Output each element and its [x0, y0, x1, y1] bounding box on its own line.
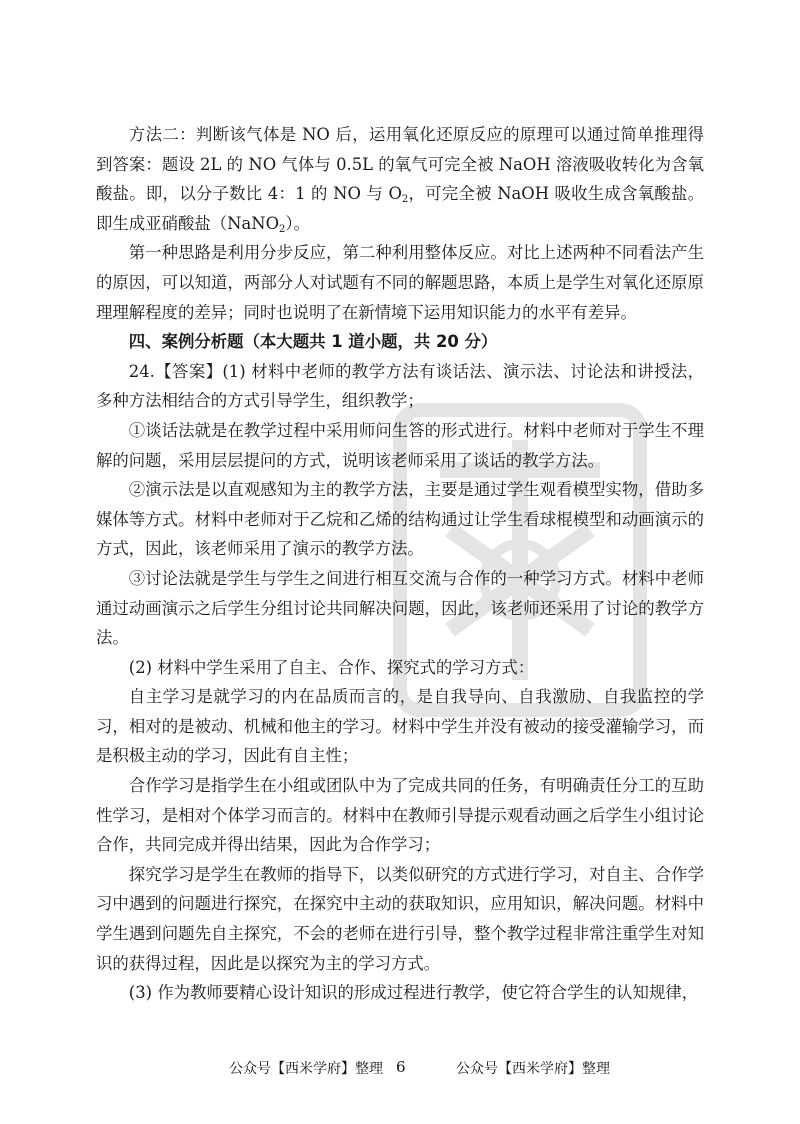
answer-part-one: 24.【答案】(1) 材料中老师的教学方法有谈话法、演示法、讨论法和讲授法，多种方法相结合的方式引导学生，组织教学； — [96, 361, 704, 411]
document-body — [96, 120, 704, 1008]
page-number: 6 — [396, 1058, 406, 1076]
inquiry-learning-paragraph: 探究学习是学生在教师的指导下，以类似研究的方式进行学习，对自主、合作学习中遇到的问题进行探究，在探究中主动的获取知识，应用知识，解决问题。材料中学生遇到问题先自主探究，不会的老师在进行引导，整个教学过程非常注重学生对知识的获得过程，因此是以探究为主的学习方式。 — [96, 864, 704, 973]
answer-part-three: (3) 作为教师要精心设计知识的形成过程进行教学，使它符合学生的认知规律， — [128, 983, 699, 1003]
cooperative-learning-paragraph: 合作学习是指学生在小组或团队中为了完成共同的任务，有明确责任分工的互助性学习，是相对个体学习而言的。材料中在教师引导提示观看动画之后学生小组讨论合作，共同完成并得出结果，因此为合作学习； — [96, 776, 704, 855]
page-footer — [0, 1058, 800, 1082]
comparison-paragraph: 第一种思路是利用分步反应，第二种利用整体反应。对比上述两种不同看法产生的原因，可以知道，两部分人对试题有不同的解题思路，本质上是学生对氧化还原原理理解程度的差异；同时也说明了在新情境下运用知识能力的水平有差异。 — [96, 243, 704, 322]
footer-left-credit: 公众号【西米学府】整理 — [229, 1061, 383, 1077]
section-heading: 四、案例分析题（本大题共 1 道小题，共 20 分） — [128, 332, 498, 352]
discussion-method-paragraph: ③讨论法就是学生与学生之间进行相互交流与合作的一种学习方式。材料中老师通过动画演示之后学生分组讨论共同解决问题，因此，该老师还采用了讨论的教学方法。 — [96, 568, 704, 648]
method-two-paragraph: 方法二：判断该气体是 NO 后，运用氧化还原反应的原理可以通过简单推理得到答案：题设 2L 的 NO 气体与 0.5L 的氧气可完全被 NaOH 溶液吸收转化为含氧酸盐。即，以分子数比 4：1 的 NO 与 $O_2$，可完全被 NaOH 吸收生成含氧酸盐。即生成亚硝酸盐（NaNO$_2$）。 — [96, 125, 705, 235]
talk-method-paragraph: ①谈话法就是在教学过程中采用师问生答的形式进行。材料中老师对于学生不理解的问题，采用层层提问的方式，说明该老师采用了谈话的教学方法。 — [96, 420, 704, 470]
footer-right-credit: 公众号【西米学府】整理 — [456, 1061, 610, 1077]
autonomous-learning-paragraph: 自主学习是就学习的内在品质而言的，是自我导向、自我激励、自我监控的学习，相对的是被动、机械和他主的学习。材料中学生并没有被动的接受灌输学习，而是积极主动的学习，因此有自主性； — [96, 687, 704, 766]
answer-part-two: (2) 材料中学生采用了自主、合作、探究式的学习方式： — [128, 657, 535, 677]
demo-method-paragraph: ②演示法是以直观感知为主的教学方法，主要是通过学生观看模型实物，借助多媒体等方式。材料中老师对于乙烷和乙烯的结构通过让学生看球棍模型和动画演示的方式，因此，该老师采用了演示的教学方法。 — [96, 480, 704, 559]
